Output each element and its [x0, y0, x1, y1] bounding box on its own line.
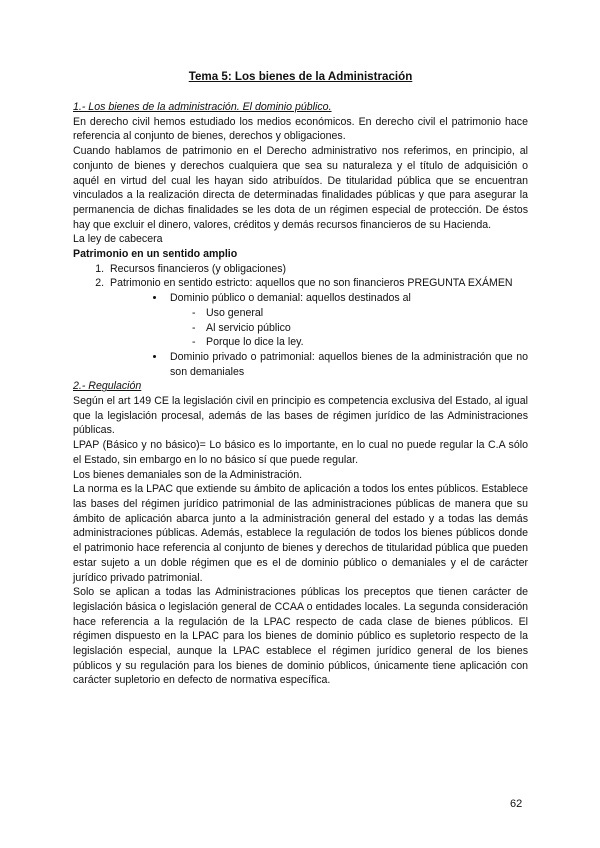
list-item: 1. Recursos financieros (y obligaciones): [107, 262, 528, 277]
section-2-heading: 2.- Regulación: [73, 380, 142, 393]
dash-list: [170, 306, 528, 350]
paragraph: La norma es la LPAC que extiende su ámbito de aplicación a todos los entes públicos. Establece las bases del régimen jurídico patrimonial de las administraciones públicas de manera que su ámbito de aplicación abarca junto a la administración general del estado y a todas las demás administraciones públicas. Además, establece la regulación de todos los bienes públicos donde el patrimonio hace referencia al conjunto de bienes y derechos de titularidad pública que pueden estar sujeto a un doble régimen que es el de dominio público o demaniales y el de carácter jurídico privado patrimonial.: [73, 483, 528, 584]
section-1-heading: 1.- Los bienes de la administración. El dominio público.: [73, 101, 332, 113]
list-item: [107, 276, 528, 379]
bullet-text: Dominio público o demanial: aquellos destinados al: [170, 292, 411, 305]
list-item-text: Patrimonio en sentido estricto: aquellos que no son financieros PREGUNTA EXÁMEN: [110, 277, 513, 290]
paragraph: Los bienes demaniales son de la Administración.: [73, 468, 303, 481]
paragraph: Solo se aplican a todas las Administraciones públicas los preceptos que tienen carácter de legislación básica o legislación general de CCAA o entidades locales. La segunda consideración hace referencia a la regulación de la LPAC respecto de cada clase de bienes públicos. El régimen dispuesto en la LPAC para los bienes de dominio público es supletorio respecto de la legislación especial, aunque la LPAC establece el régimen jurídico general de los bienes públicos y su regulación para los bienes de dominio públicos, únicamente tiene aplicación con carácter supletorio en defecto de normativa específica.: [73, 586, 528, 687]
dash-item: - Porque lo dice la ley.: [192, 335, 528, 350]
dash-item: - Al servicio público: [192, 321, 528, 336]
bold-heading: Patrimonio en un sentido amplio: [73, 248, 238, 261]
paragraph: La ley de cabecera: [73, 233, 163, 246]
dash-item: - Uso general: [192, 306, 528, 321]
document-body: [73, 100, 528, 688]
bullet-item: • Dominio privado o patrimonial: aquellos bienes de la administración que no son demaniales: [166, 350, 528, 379]
page-number: 62: [510, 798, 523, 810]
paragraph: LPAP (Básico y no básico)= Lo básico es lo importante, en lo cual no puede regular la C.A sólo el Estado, sin embargo en lo no básico sí que puede regular.: [73, 439, 528, 466]
bullet-item: [166, 291, 528, 350]
numbered-list: [73, 262, 528, 380]
paragraph: Cuando hablamos de patrimonio en el Derecho administrativo nos referimos, en principio, al conjunto de bienes y derechos cualquiera que sea su naturaleza y el título de adquisición o aquél en virtud del cual les hayan sido atribuídos. De titularidad pública que se encuentran vinculados a la realización directa de determinadas finalidades públicas y que para asegurar la permanencia de dichas finalidades se les dota de un régimen especial de protección. De éstos hay que excluir el dinero, valores, créditos y demás recursos financieros de su Hacienda.: [73, 145, 528, 231]
paragraph: En derecho civil hemos estudiado los medios económicos. En derecho civil el patrimonio hace referencia al conjunto de bienes, derechos y obligaciones.: [73, 115, 528, 143]
bullet-list: [110, 291, 528, 379]
paragraph: Según el art 149 CE la legislación civil en principio es competencia exclusiva del Estado, al igual que la legislación procesal, además de las bases de régimen jurídico de las Administraciones públicas.: [73, 395, 528, 437]
page-title: Tema 5: Los bienes de la Administración: [188, 70, 413, 83]
